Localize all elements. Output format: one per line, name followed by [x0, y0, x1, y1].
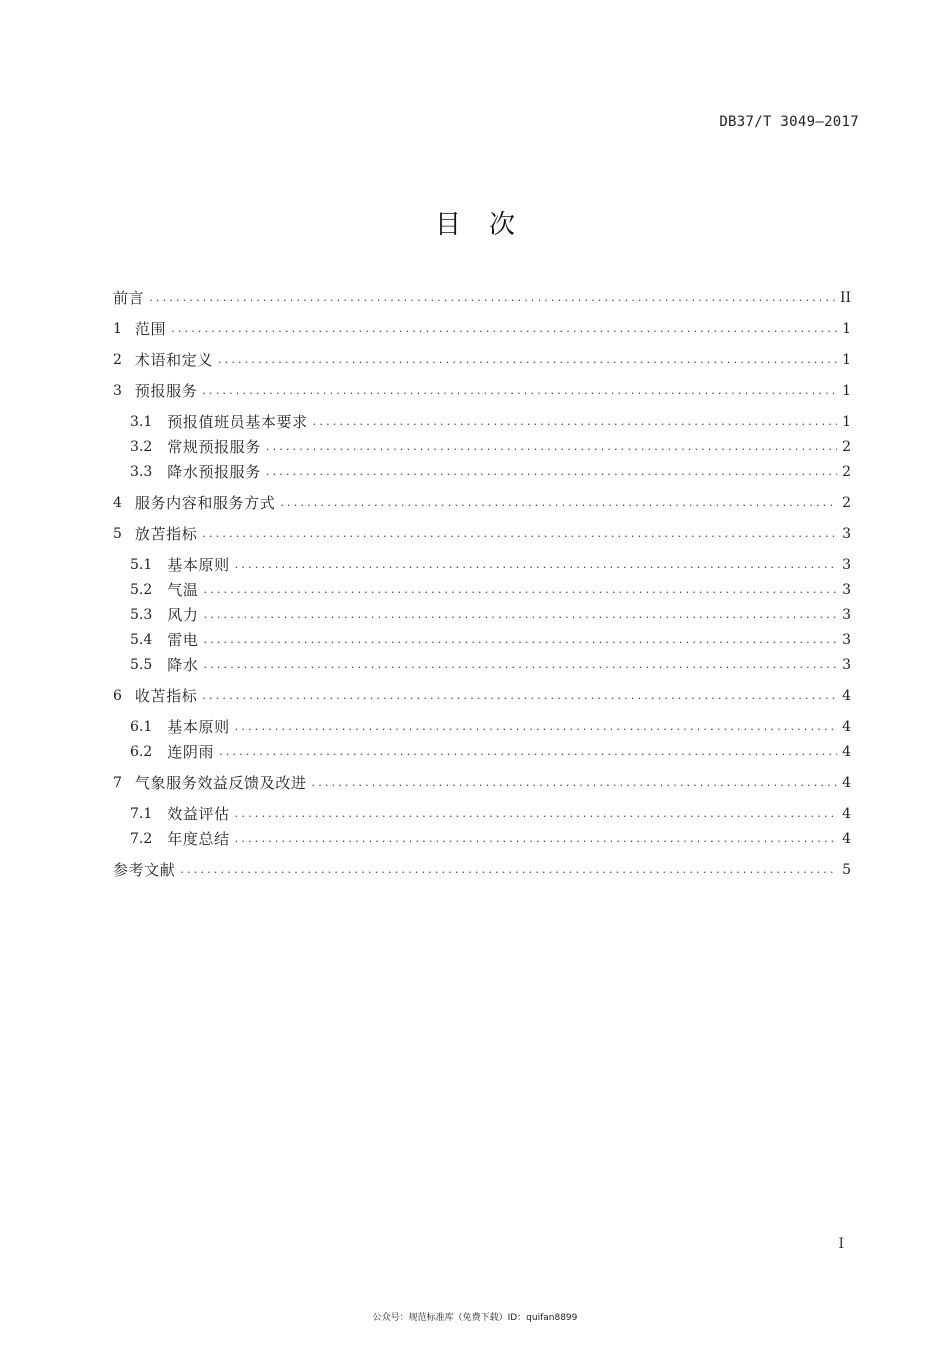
toc-entry-page: 2 — [842, 464, 851, 480]
document-code: DB37/T 3049—2017 — [719, 114, 859, 130]
toc-entry-page: 4 — [842, 806, 851, 822]
toc-leader-dots — [202, 380, 837, 402]
toc-entry-3-3[interactable] — [130, 461, 851, 483]
toc-entry-number: 1 — [113, 321, 122, 337]
toc-entry-number: 5.3 — [130, 607, 153, 623]
toc-entry-label: 放苫指标 — [134, 525, 198, 543]
toc-entry-label: 常规预报服务 — [167, 438, 261, 456]
toc-entry-1[interactable] — [113, 318, 851, 340]
toc-entry-label: 参考文献 — [113, 861, 176, 879]
toc-leader-dots — [202, 685, 837, 707]
toc-leader-dots — [203, 579, 837, 601]
toc-entry-label: 连阴雨 — [167, 743, 215, 761]
toc-entry-label: 气温 — [167, 581, 199, 599]
toc-entry-number: 7.1 — [130, 806, 153, 822]
toc-entry-label: 效益评估 — [167, 805, 230, 823]
toc-entry-6-1[interactable] — [130, 716, 851, 738]
toc-entry-page: 3 — [842, 582, 851, 598]
toc-entry-page: 4 — [842, 744, 851, 760]
toc-entry-page: 3 — [842, 526, 851, 542]
toc-entry-3-1[interactable] — [130, 411, 851, 433]
toc-entry-page: 1 — [842, 383, 851, 399]
toc-entry-page: 3 — [842, 607, 851, 623]
toc-leader-dots — [219, 741, 837, 763]
toc-leader-dots — [312, 772, 837, 794]
toc-entry-number: 5.2 — [130, 582, 153, 598]
toc-entry-6[interactable] — [113, 685, 851, 707]
toc-entry-page: 3 — [842, 632, 851, 648]
toc-entry-label: 范围 — [134, 320, 167, 338]
toc-leader-dots — [203, 629, 837, 651]
toc-entry-page: 1 — [842, 321, 851, 337]
toc-entry-number: 6.2 — [130, 744, 153, 760]
toc-leader-dots — [266, 461, 837, 483]
toc-entry-number: 5.1 — [130, 557, 153, 573]
toc-entry-number: 7.2 — [130, 831, 153, 847]
toc-entry-label: 前言 — [113, 289, 145, 307]
toc-entry-number: 3 — [113, 383, 122, 399]
toc-leader-dots — [171, 318, 837, 340]
toc-entry-label: 预报服务 — [134, 382, 198, 400]
toc-entry-label: 年度总结 — [167, 830, 230, 848]
page-title: 目次 — [434, 210, 543, 240]
toc-entry-page: 1 — [842, 414, 851, 430]
toc-leader-dots — [235, 716, 837, 738]
toc-entry-references[interactable] — [113, 859, 851, 881]
toc-leader-dots — [218, 349, 837, 371]
toc-entry-number: 6.1 — [130, 719, 153, 735]
toc-entry-page: 2 — [842, 439, 851, 455]
toc-entry-page: 4 — [842, 831, 851, 847]
toc-entry-page: 2 — [842, 495, 851, 511]
toc-entry-label: 收苫指标 — [134, 687, 198, 705]
toc-entry-number: 3.2 — [130, 439, 153, 455]
toc-entry-label: 术语和定义 — [134, 351, 213, 369]
toc-entry-label: 服务内容和服务方式 — [134, 494, 276, 512]
toc-leader-dots — [280, 492, 837, 514]
toc-entry-number: 7 — [113, 775, 122, 791]
toc-entry-7-2[interactable] — [130, 828, 851, 850]
toc-entry-7-1[interactable] — [130, 803, 851, 825]
toc-leader-dots — [313, 411, 837, 433]
toc-entry-label: 雷电 — [167, 631, 199, 649]
toc-entry-number: 5.5 — [130, 657, 153, 673]
toc-entry-4[interactable] — [113, 492, 851, 514]
toc-leader-dots — [266, 436, 837, 458]
toc-entry-5-2[interactable] — [130, 579, 851, 601]
toc-entry-number: 6 — [113, 688, 122, 704]
toc-entry-5-5[interactable] — [130, 654, 851, 676]
toc-entry-number: 3.3 — [130, 464, 153, 480]
toc-entry-number: 5 — [113, 526, 122, 542]
toc-leader-dots — [202, 523, 837, 545]
toc-entry-number: 2 — [113, 352, 122, 368]
toc-entry-number: 3.1 — [130, 414, 153, 430]
toc-entry-6-2[interactable] — [130, 741, 851, 763]
toc-entry-page: 4 — [842, 775, 851, 791]
toc-entry-label: 基本原则 — [167, 718, 230, 736]
toc-leader-dots — [235, 803, 837, 825]
toc-entry-3-2[interactable] — [130, 436, 851, 458]
toc-entry-page: II — [839, 290, 851, 306]
toc-entry-label: 降水 — [167, 656, 199, 674]
toc-entry-label: 气象服务效益反馈及改进 — [134, 774, 307, 792]
toc-entry-label: 风力 — [167, 606, 199, 624]
toc-entry-5-3[interactable] — [130, 604, 851, 626]
toc-entry-7[interactable] — [113, 772, 851, 794]
toc-leader-dots — [235, 828, 837, 850]
toc-entry-number: 5.4 — [130, 632, 153, 648]
toc-entry-foreword[interactable] — [113, 287, 851, 309]
toc-entry-page: 5 — [842, 862, 851, 878]
toc-entry-number: 4 — [113, 495, 122, 511]
toc-entry-label: 预报值班员基本要求 — [167, 413, 308, 431]
toc-leader-dots — [149, 287, 836, 309]
toc-entry-page: 4 — [842, 688, 851, 704]
toc-entry-page: 3 — [842, 557, 851, 573]
toc-entry-5-4[interactable] — [130, 629, 851, 651]
toc-entry-5-1[interactable] — [130, 554, 851, 576]
toc-entry-page: 1 — [842, 352, 851, 368]
footer-note: 公众号：规范标准库（免费下载）ID：quifan8899 — [372, 1313, 578, 1323]
page-number: I — [838, 1236, 844, 1252]
toc-leader-dots — [203, 654, 837, 676]
toc-entry-page: 4 — [842, 719, 851, 735]
toc-entry-label: 基本原则 — [167, 556, 230, 574]
toc-entry-2[interactable] — [113, 349, 851, 371]
toc-leader-dots — [235, 554, 837, 576]
toc-entry-3[interactable] — [113, 380, 851, 402]
toc-leader-dots — [180, 859, 837, 881]
toc-leader-dots — [203, 604, 837, 626]
toc-entry-label: 降水预报服务 — [167, 463, 261, 481]
toc-entry-page: 3 — [842, 657, 851, 673]
toc-entry-5[interactable] — [113, 523, 851, 545]
